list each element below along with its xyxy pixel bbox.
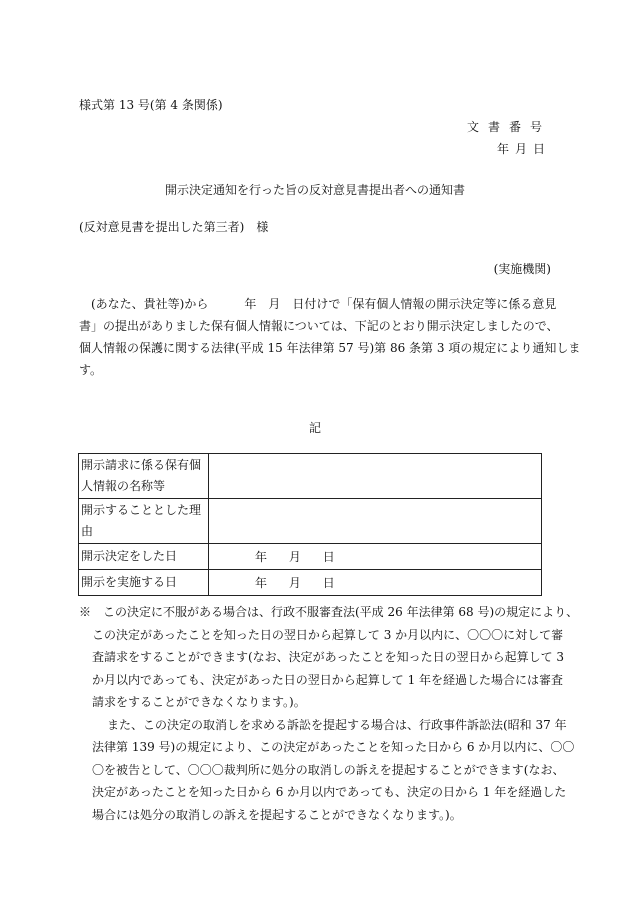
- table-value-info-name: [209, 454, 542, 499]
- note-line: ※ この決定に不服がある場合は、行政不服審査法(平成 26 年法律第 68 号)の規定により、: [79, 605, 579, 619]
- notice-body: [79, 293, 581, 381]
- note-line: この決定があったことを知った日の翌日から起算して 3 か月以内に、〇〇〇に対して審: [92, 627, 564, 642]
- note-line: 決定があったことを知った日から 6 か月以内であっても、決定の日から 1 年を経過した: [92, 785, 567, 799]
- note-line: 〇を被告として、〇〇〇裁判所に処分の取消しの訴えを提起することができます(なお、: [92, 762, 565, 777]
- table-row: [79, 454, 542, 499]
- date-day: 日: [322, 576, 335, 590]
- appeal-notes: [79, 601, 579, 826]
- table-value-decision-date: [209, 544, 542, 570]
- issuing-agency: (実施機関): [493, 262, 551, 276]
- decision-table: [78, 453, 542, 596]
- table-row: [79, 544, 542, 570]
- note-line: 請求をすることができなくなります。)。: [92, 695, 306, 709]
- body-line: 個人情報の保護に関する法律(平成 15 年法律第 57 号)第 86 条第 3 項の規定により通知しま: [79, 341, 581, 355]
- note-line: 場合には処分の取消しの訴えを提起することができなくなります。)。: [92, 807, 462, 822]
- date-year: 年: [255, 550, 268, 564]
- body-line: す。: [79, 363, 103, 377]
- body-line: (あなた、貴社等)から 年 月 日付けで「保有個人情報の開示決定等に係る意見: [79, 297, 557, 311]
- table-label-reason: 開示することとした理 由: [79, 499, 209, 544]
- note-line: また、この決定の取消しを求める訴訟を提起する場合は、行政事件訴訟法(昭和 37 年: [107, 717, 567, 732]
- document-date: 年月日: [496, 142, 551, 156]
- table-row: [79, 570, 542, 596]
- table-label-info-name: 開示請求に係る保有個 人情報の名称等: [79, 454, 209, 499]
- note-line: 法律第 139 号)の規定により、この決定があったことを知った日から 6 か月以内に、〇〇: [92, 740, 575, 754]
- table-row: [79, 499, 542, 544]
- recipient-line: (反対意見書を提出した第三者) 様: [79, 220, 269, 234]
- body-line: 書」の提出がありました保有個人情報については、下記のとおり開示決定しましたので、: [79, 319, 559, 333]
- document-title: 開示決定通知を行った旨の反対意見書提出者への通知書: [164, 183, 465, 197]
- table-value-reason: [209, 499, 542, 544]
- table-label-disclosure-date: 開示を実施する日: [79, 570, 209, 596]
- date-day: 日: [322, 550, 335, 564]
- date-month: 月: [288, 576, 301, 590]
- form-number: 様式第 13 号(第 4 条関係): [79, 98, 223, 112]
- document-number: 文書番号: [466, 120, 551, 134]
- date-year: 年: [255, 576, 268, 590]
- note-line: か月以内であっても、決定があった日の翌日から起算して 1 年を経過した場合には審査: [92, 672, 564, 687]
- date-month: 月: [288, 550, 301, 564]
- table-value-disclosure-date: [209, 570, 542, 596]
- ki-heading: 記: [308, 421, 321, 435]
- table-label-decision-date: 開示決定をした日: [79, 544, 209, 570]
- note-line: 査請求をすることができます(なお、決定があったことを知った日の翌日から起算して 3: [92, 650, 565, 664]
